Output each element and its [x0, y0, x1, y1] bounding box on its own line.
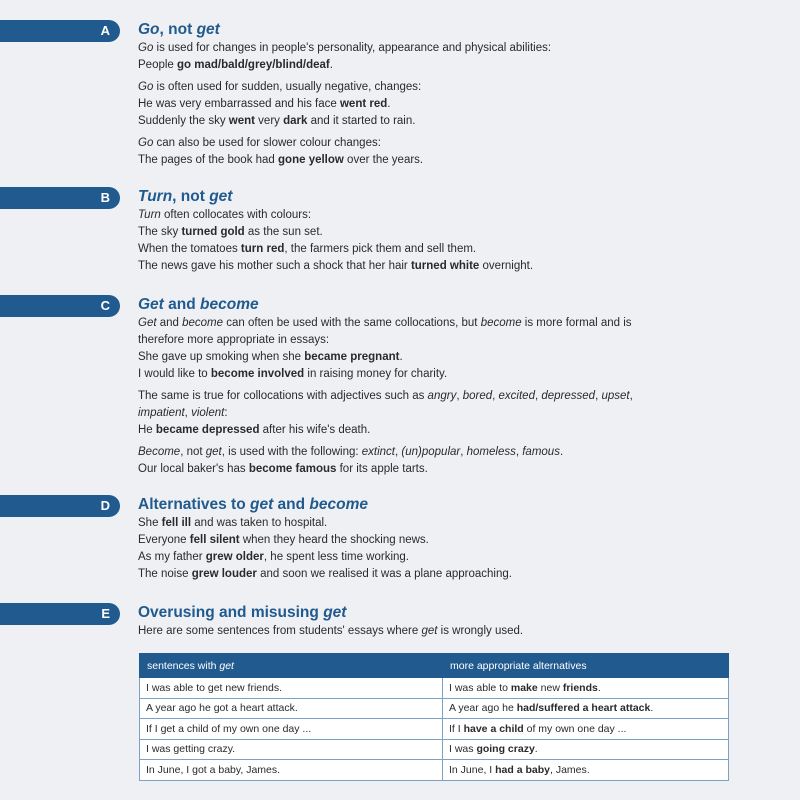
- example-line: [138, 388, 738, 405]
- italic-term: become: [200, 296, 259, 313]
- text-run: ,: [629, 390, 633, 402]
- section-content: [138, 20, 738, 169]
- italic-term: (un)popular: [401, 446, 461, 458]
- example-line: [138, 113, 738, 130]
- italic-term: violent: [191, 407, 225, 419]
- text-run: can also be used for slower colour changes:: [153, 137, 381, 149]
- text-run: The sky: [138, 226, 182, 238]
- text-run: I was: [449, 743, 477, 756]
- text-run: ,: [515, 446, 523, 458]
- text-run: Our local baker's has: [138, 463, 249, 475]
- example-line: [138, 57, 738, 74]
- section-content: [138, 603, 738, 640]
- bold-term: had a baby: [495, 763, 550, 776]
- table-header-row: [140, 654, 729, 678]
- section-tab: [0, 495, 120, 517]
- example-line: [138, 152, 738, 169]
- text-run: .: [650, 702, 654, 715]
- text-run: and: [163, 296, 201, 313]
- text-run: ,: [534, 390, 542, 402]
- example-line: [138, 315, 738, 332]
- text-run: .: [597, 681, 601, 694]
- italic-term: extinct: [361, 446, 396, 458]
- text-run: when they heard the shocking news.: [239, 534, 429, 546]
- italic-term: get: [209, 188, 233, 205]
- bold-term: go mad/bald/grey/blind/deaf: [177, 59, 330, 71]
- text-run: A year ago he: [449, 702, 517, 715]
- section-heading: [138, 20, 738, 40]
- example-line: [138, 349, 738, 366]
- example-line: [138, 566, 738, 583]
- section-heading: [138, 187, 738, 207]
- text-run: after his wife's death.: [259, 424, 371, 436]
- example-line: [138, 623, 738, 640]
- text-run: therefore more appropriate in essays:: [138, 334, 330, 346]
- text-run: People: [138, 59, 178, 71]
- table-cell: [140, 760, 443, 781]
- bold-term: dark: [283, 115, 308, 127]
- example-line: [138, 461, 738, 478]
- text-run: If I: [449, 722, 464, 735]
- text-run: , not: [180, 446, 206, 458]
- example-line: [138, 405, 738, 422]
- text-run: .: [329, 59, 333, 71]
- table-header: [140, 654, 443, 678]
- section-body: [138, 207, 738, 275]
- text-run: I was getting crazy.: [146, 743, 236, 756]
- text-run: is used for changes in people's personality, appearance and physical abilities:: [153, 42, 552, 54]
- italic-term: get: [323, 604, 347, 621]
- table-row: [140, 698, 729, 719]
- bold-term: make: [510, 681, 538, 694]
- table-header: [443, 654, 729, 678]
- table-cell: [443, 739, 729, 760]
- text-run: and it started to rain.: [307, 115, 416, 127]
- table-cell: [443, 760, 729, 781]
- bold-term: grew older: [205, 551, 264, 563]
- example-line: [138, 332, 738, 349]
- text-run: As my father: [138, 551, 206, 563]
- example-line: [138, 40, 738, 57]
- text-run: , not: [159, 21, 197, 38]
- text-run: very: [254, 115, 284, 127]
- text-run: Overusing and misusing: [138, 604, 324, 621]
- text-run: She gave up smoking when she: [138, 351, 305, 363]
- table-cell: [140, 698, 443, 719]
- text-run: She: [138, 517, 162, 529]
- table-cell: [140, 678, 443, 699]
- section-body: [138, 515, 738, 583]
- example-line: [138, 224, 738, 241]
- bold-term: fell ill: [161, 517, 192, 529]
- text-run: Alternatives to: [138, 496, 250, 513]
- example-line: [138, 422, 738, 439]
- text-run: ,: [184, 407, 192, 419]
- example-line: [138, 549, 738, 566]
- section-letter: C: [100, 298, 110, 313]
- italic-term: Get: [138, 296, 164, 313]
- text-run: .: [559, 446, 564, 458]
- text-run: A year ago he got a heart attack.: [146, 702, 298, 715]
- italic-term: bored: [462, 390, 493, 402]
- text-run: If I get a child of my own one day ...: [146, 722, 312, 735]
- text-run: Here are some sentences from students' essays where: [138, 625, 422, 637]
- example-line: [138, 258, 738, 275]
- italic-term: become: [480, 317, 522, 329]
- bold-term: went: [228, 115, 255, 127]
- section-tab: [0, 20, 120, 42]
- italic-term: Go: [138, 42, 154, 54]
- text-run: The news gave his mother such a shock that her hair: [138, 260, 411, 272]
- text-run: .: [399, 351, 403, 363]
- bold-term: grew louder: [191, 568, 257, 580]
- section-body: [138, 40, 738, 169]
- text-run: and: [273, 496, 310, 513]
- bold-term: friends: [562, 681, 598, 694]
- italic-term: angry: [427, 390, 457, 402]
- table-cell: [140, 719, 443, 740]
- bold-term: went red: [339, 98, 388, 110]
- text-run: can often be used with the same collocations, but: [223, 317, 481, 329]
- italic-term: depressed: [541, 390, 596, 402]
- italic-term: Turn: [138, 209, 161, 221]
- text-run: He: [138, 424, 156, 436]
- get-alternatives-table: [139, 653, 729, 781]
- section-letter: D: [100, 498, 110, 513]
- text-run: In June, I got a baby, James.: [146, 763, 281, 776]
- text-run: ,: [460, 446, 467, 458]
- italic-term: upset: [601, 390, 630, 402]
- italic-term: get: [196, 21, 220, 38]
- bold-term: going crazy: [476, 743, 535, 756]
- text-run: Everyone: [138, 534, 190, 546]
- text-run: overnight.: [479, 260, 534, 272]
- section-tab: [0, 295, 120, 317]
- example-line: [138, 79, 738, 96]
- text-run: The same is true for collocations with adjectives such as: [138, 390, 428, 402]
- italic-term: get: [421, 625, 438, 637]
- section-tab: [0, 187, 120, 209]
- section-body: [138, 623, 738, 640]
- section-letter: B: [100, 190, 110, 205]
- bold-term: became pregnant: [304, 351, 400, 363]
- example-line: [138, 515, 738, 532]
- bold-term: had/suffered a heart attack: [516, 702, 651, 715]
- table-cell: [140, 739, 443, 760]
- table-cell: [443, 678, 729, 699]
- section-letter: E: [101, 606, 110, 621]
- text-run: for its apple tarts.: [336, 463, 428, 475]
- italic-term: famous: [522, 446, 560, 458]
- text-run: and was taken to hospital.: [191, 517, 328, 529]
- example-line: [138, 96, 738, 113]
- text-run: and: [156, 317, 183, 329]
- section-content: [138, 187, 738, 275]
- text-run: is wrongly used.: [437, 625, 524, 637]
- text-run: ,: [595, 390, 602, 402]
- text-run: as the sun set.: [244, 226, 323, 238]
- table-row: [140, 739, 729, 760]
- text-run: I would like to: [138, 368, 211, 380]
- text-run: ,: [395, 446, 402, 458]
- table-row: [140, 678, 729, 699]
- bold-term: become involved: [210, 368, 305, 380]
- example-line: [138, 366, 738, 383]
- section-body: [138, 315, 738, 478]
- text-run: When the tomatoes: [138, 243, 241, 255]
- italic-term: homeless: [466, 446, 516, 458]
- text-run: , not: [172, 188, 210, 205]
- italic-term: Go: [138, 137, 154, 149]
- italic-term: Go: [138, 21, 160, 38]
- italic-term: excited: [498, 390, 535, 402]
- italic-term: become: [182, 317, 224, 329]
- section-heading: [138, 495, 738, 515]
- section-content: [138, 495, 738, 583]
- italic-term: Go: [138, 81, 154, 93]
- text-run: , the farmers pick them and sell them.: [284, 243, 477, 255]
- text-run: ,: [456, 390, 463, 402]
- text-run: , is used with the following:: [221, 446, 362, 458]
- text-run: He was very embarrassed and his face: [138, 98, 340, 110]
- example-line: [138, 532, 738, 549]
- italic-term: get: [219, 659, 234, 672]
- text-run: is often used for sudden, usually negative, changes:: [153, 81, 422, 93]
- text-run: The pages of the book had: [138, 154, 279, 166]
- bold-term: fell silent: [189, 534, 240, 546]
- text-run: sentences with: [147, 659, 220, 672]
- bold-term: have a child: [463, 722, 524, 735]
- section-heading: [138, 603, 738, 623]
- text-run: more appropriate alternatives: [450, 659, 587, 672]
- text-run: over the years.: [343, 154, 424, 166]
- bold-term: turned white: [410, 260, 480, 272]
- text-run: The noise: [138, 568, 192, 580]
- table-row: [140, 760, 729, 781]
- italic-term: get: [249, 496, 274, 513]
- example-line: [138, 444, 738, 461]
- bold-term: became depressed: [155, 424, 260, 436]
- italic-term: impatient: [138, 407, 185, 419]
- text-run: .: [534, 743, 538, 756]
- example-line: [138, 207, 738, 224]
- text-run: , he spent less time working.: [263, 551, 409, 563]
- text-run: I was able to get new friends.: [146, 681, 282, 694]
- text-run: Suddenly the sky: [138, 115, 229, 127]
- text-run: ,: [492, 390, 499, 402]
- text-run: of my own one day ...: [523, 722, 627, 735]
- italic-term: Get: [138, 317, 157, 329]
- example-line: [138, 241, 738, 258]
- bold-term: become famous: [248, 463, 337, 475]
- table-cell: [443, 698, 729, 719]
- text-run: , James.: [549, 763, 590, 776]
- text-run: often collocates with colours:: [160, 209, 312, 221]
- text-run: I was able to: [449, 681, 511, 694]
- bold-term: gone yellow: [278, 154, 344, 166]
- text-run: .: [387, 98, 391, 110]
- text-run: In June, I: [449, 763, 496, 776]
- text-run: and soon we realised it was a plane approaching.: [256, 568, 512, 580]
- bold-term: turned gold: [181, 226, 245, 238]
- bold-term: turn red: [240, 243, 285, 255]
- italic-term: get: [205, 446, 222, 458]
- italic-term: Turn: [138, 188, 173, 205]
- table-cell: [443, 719, 729, 740]
- table-row: [140, 719, 729, 740]
- section-content: [138, 295, 738, 478]
- example-line: [138, 135, 738, 152]
- text-run: new: [537, 681, 563, 694]
- text-run: :: [224, 407, 228, 419]
- text-run: in raising money for charity.: [304, 368, 448, 380]
- section-letter: A: [100, 23, 110, 38]
- section-heading: [138, 295, 738, 315]
- italic-term: Become: [138, 446, 181, 458]
- italic-term: become: [309, 496, 368, 513]
- section-tab: [0, 603, 120, 625]
- text-run: is more formal and is: [521, 317, 632, 329]
